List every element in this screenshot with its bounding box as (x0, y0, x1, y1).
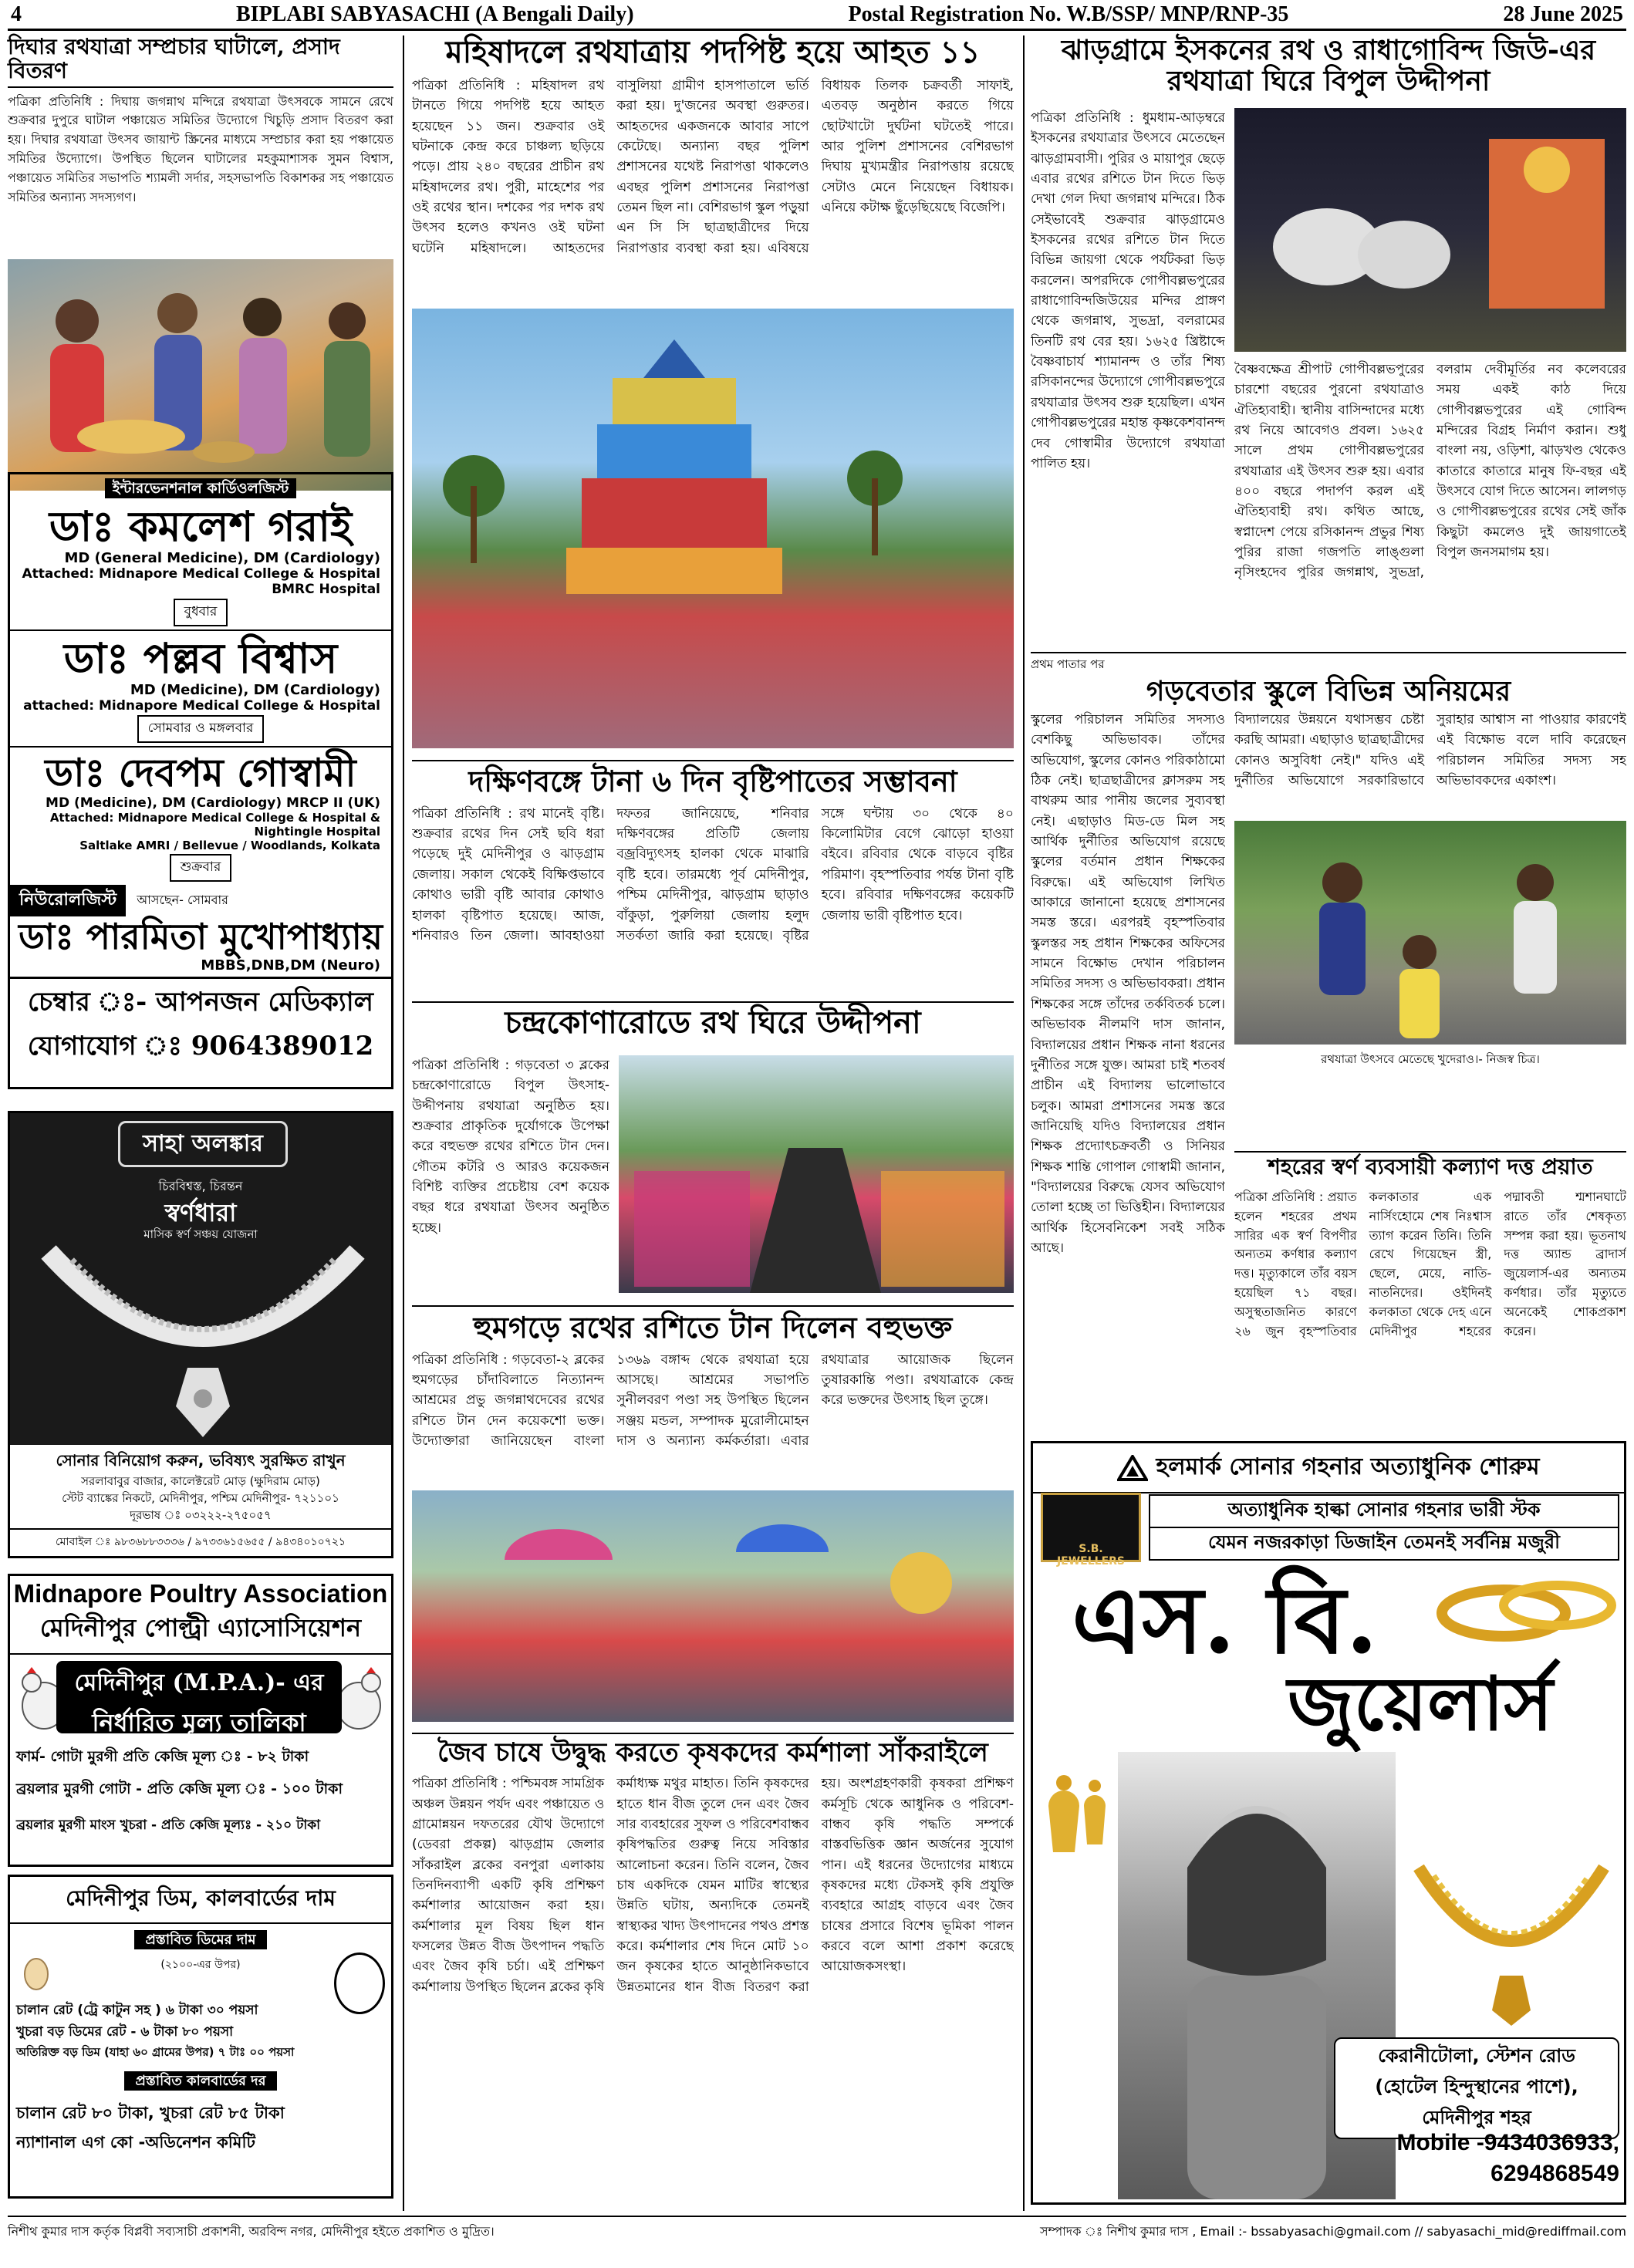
article-rule (412, 1305, 1014, 1307)
article-headline: চন্দ্রকোণারোডে রথ ঘিরে উদ্দীপনা (505, 1004, 921, 1041)
rath-crowd-photo (412, 309, 1014, 748)
continuation-kicker: প্রথম পাতার পর (1031, 657, 1105, 671)
article-headline: হুমগড়ে রথের রশিতে টান দিলেন বহুভক্ত (473, 1310, 953, 1345)
doctor2-day: সোমবার ও মঙ্গলবার (137, 715, 265, 743)
sb-jewellers-advertisement (1031, 1441, 1626, 2205)
sb-mobile-line2: 6294868549 (1491, 2161, 1619, 2186)
sb-address-line1: কেরানীটোলা, স্টেশন রোড (1378, 2045, 1575, 2067)
article-rule (1234, 1151, 1626, 1153)
doctor2-name: ডাঃ পল্লব বিশ্বাস (63, 633, 338, 683)
doctors-advertisement (8, 472, 393, 1089)
article-headline: মহিষাদলে রথযাত্রায় পদপিষ্ট হয়ে আহত ১১ (445, 34, 981, 70)
proposed-kalbird-price-label: প্রস্তাবিত কালবার্ডের দর (124, 2071, 276, 2091)
price-farm-chicken: ফার্ম- গোটা মুরগী প্রতি কেজি মূল্য ঃ - ৮২ টাকা (16, 1748, 309, 1765)
article-body: পত্রিকা প্রতিনিধি : রথ মানেই বৃষ্টি। শুক্রবার রথের দিন সেই ছবি ধরা পড়েছে দুই মেদিনীপুর ও ঝাড়গ্রাম জেলায়। সকাল থেকেই বিক্ষিপ্তভাবে কোথাও ভারী বৃষ্টি আবার কোথাও হালকা বৃষ্টিপাত হয়েছে। আজ, শনিবারও তিন জেলা। আবহাওয়া দফতর জানিয়েছে, শনিবার দক্ষিণবঙ্গের প্রতিটি জেলায় বজ্রবিদ্যুৎসহ হালকা থেকে মাঝারি বৃষ্টি হবে। তারমধ্যে পূর্ব মেদিনীপুর, পশ্চিম মেদিনীপুর, ঝাড়গ্রাম ছাড়াও বাঁকুড়া, পুরুলিয়া জেলায় হলুদ সতর্কতা জারি করা হয়েছে। বৃষ্টির সঙ্গে ঘন্টায় ৩০ থেকে ৪০ কিলোমিটার বেগে ঝোড়ো হাওয়া বইবে। রবিবার থেকে বাড়বে বৃষ্টির পরিমাণ। বৃহস্পতিবার পর্যন্ত টানা বৃষ্টি হবে। রবিবার দক্ষিণবঙ্গের কয়েকটি জেলায় ভারী বৃষ্টিপাত হবে। (412, 805, 1014, 943)
article-digha-broadcast (8, 35, 393, 262)
egg-committee-name: ন্যাশানাল এগ কো -অডিনেশন কমিটি (16, 2133, 255, 2152)
egg-rate-extra-large: অতিরিক্ত বড় ডিম (যাহা ৬০ গ্রামের উপর) ৭ টাঃ ০০ পয়সা (16, 2045, 295, 2059)
article-humgarh-rath (412, 1311, 1014, 1497)
sb-name-line2: জুয়েলার্স (1288, 1660, 1553, 1747)
masthead-bar (8, 0, 1626, 31)
scheme-subtitle: মাসিক স্বর্ণ সঞ্চয় যোজনা (143, 1227, 258, 1241)
humgarh-umbrella-crowd-photo (412, 1490, 1014, 1722)
doctor1-attached: Attached: Midnapore Medical College & Hospital (22, 566, 380, 582)
photo-caption: রথযাত্রা উৎসবে মেতেছে খুদেরাও।- নিজস্ব চিত্র। (1321, 1052, 1540, 1066)
contact-number: যোগাযোগ ঃ 9064389012 (27, 1030, 374, 1061)
article-headline-line1: ঝাড়গ্রামে ইসকনের রথ ও রাধাগোবিন্দ জিউ-এর (1061, 34, 1596, 66)
article-headline: দিঘার রথযাত্রা সম্প্রচার ঘাটালে, প্রসাদ বিতরণ (8, 35, 393, 88)
showroom-banner: হলমার্ক সোনার গহনার অত্যাধুনিক শোরুম (1156, 1453, 1540, 1480)
doctor3-day: শুক্রবার (170, 854, 232, 882)
poultry-name-english: Midnapore Poultry Association (13, 1579, 388, 1608)
children-icon (1234, 821, 1626, 1045)
doctor3-other-hospitals: Saltlake AMRI / Bellevue / Woodlands, Kolkata (79, 838, 380, 852)
ox-cart-icon (1234, 108, 1626, 352)
article-body-part1: পত্রিকা প্রতিনিধি : ধুমধাম-আড়ম্বরে ইসকনের রথযাত্রার উৎসবে মেতেছেন ঝাড়গ্রামবাসী। পুরির ও মায়াপুর ছেড়ে এবার রথের রশিতে টান দিতে ভিড় দেখা গেল দিঘা জগন্নাথ মন্দিরে। ঠিক সেইভাবেই শুক্রবার ঝাড়গ্রামেও ইসকনের রথের রশিতে টান দিতে বিভিন্ন জায়গা থেকে পর্যটকরা ভিড় করলেন। অপরদিকে গোপীবল্লভপুরের রাধাগোবিন্দজিউয়ের মন্দির প্রাঙ্গণ থেকে জগন্নাথ, সুভদ্রা, বলরামের তিনটি রথ বের হয়। ১৬২৫ খ্রিষ্টাব্দে বৈষ্ণবাচার্য শ্যামানন্দ ও তাঁর শিষ্য রসিকানন্দের উদ্যোগে গোপীবল্লভপুরে রথযাত্রার উৎসব শুরু হয়েছিল। এখন গোপীবল্লভপুরের মহান্ত কৃষ্ণকেশবানন্দ দেব গোস্বামীর উদ্যোগে রথযাত্রা পালিত হয়। (1031, 110, 1225, 471)
article-rule (412, 760, 1014, 761)
divider (10, 977, 391, 979)
saha-tagline: চিরবিশ্বস্ত, চিরন্তন (158, 1179, 243, 1193)
page-number: 4 (11, 2, 22, 26)
egg-icon (21, 1954, 52, 1993)
doctor4-degree: MBBS,DNB,DM (Neuro) (201, 957, 380, 974)
kalbird-rate: চালান রেট ৮০ টাকা, খুচরা রেট ৮৫ টাকা (16, 2104, 285, 2122)
article-headline: শহরের স্বর্ণ ব্যবসায়ী কল্যাণ দত্ত প্রয়াত (1268, 1154, 1593, 1180)
article-body-part2: বিদ্যালয়ের উন্নয়নে যথাসম্ভব চেষ্টা করছি আমরা। এছাড়াও ছাত্রছাত্রীদের কোনও অসুবিধা নেই।" যদিও এই দুর্নীতির অভিযোগে সরকারিভাবে সুরাহার আশ্বাস না পাওয়ার কারণেই এই বিক্ষোভ বলে দাবি করেছেন পরিচালন সমিতির সদস্য সহ অভিভাবকদের একাংশ। (1234, 712, 1626, 789)
newspaper-name: BIPLABI SABYASACHI (A Bengali Daily) (236, 2, 634, 26)
sb-name-line1: এস. বি. (1072, 1566, 1379, 1675)
prasad-distribution-photo (8, 259, 393, 491)
doctor1-day: বুধবার (174, 599, 228, 626)
article-rule (412, 1733, 1014, 1734)
gold-earring-icon (1041, 1767, 1110, 1875)
saha-phone: দূরভাষ ঃ ০৩২২২-২৭৫০৫৭ (130, 1508, 272, 1522)
chamber-name: চেম্বার ঃ- আপনজন মেডিক্যাল (28, 986, 373, 1018)
article-body-part1: স্কুলের পরিচালন সমিতির সদস্যও বেশকিছু অভিভাবক। তাঁদের অভিযোগ, স্কুলের কোনও পরিকাঠামো ঠিক নেই। ছাত্রছাত্রীদের ক্লাসরুম সহ বাথরুম আর পানীয় জলের সুব্যবস্থা নেই। এছাড়াও মিড-ডে মিল সহ আর্থিক দুর্নীতির অভিযোগ রয়েছে স্কুলের বর্তমান প্রধান শিক্ষকের বিরুদ্ধে। এই অভিযোগ লিখিত আকারে জানানো হয়েছে প্রশাসনের সমস্ত স্তরে। এরপরই বৃহস্পতিবার স্কুলস্তর সহ প্রধান শিক্ষকের অফিসের সামনে বিক্ষোভ দেখান পরিচালন সমিতির সদস্য ও অভিভাবকরা। প্রধান শিক্ষকের সঙ্গে তাঁদের তর্কবিতর্ক চলে। অভিভাবক নীলমণি দাস জানান, বিদ্যালয়ের প্রধান শিক্ষক নানা ধরনের দুর্নীতির সঙ্গে যুক্ত। আমরা চাই শতবর্ষ প্রাচীন এই বিদ্যালয় ভালোভাবে চলুক। আমরা প্রশাসনের সমস্ত স্তরে জানিয়েছি যদিও বিদ্যালয়ের প্রধান শিক্ষক প্রদ্যোৎচক্রবর্তী ও সিনিয়র শিক্ষক শান্তি গোপাল গোস্বামী জানান, "বিদ্যালয়ের বিরুদ্ধে যেসব অভিযোগ তোলা হচ্ছে তা ভিত্তিহীন। বিদ্যালয়ের আর্থিক হিসেবনিকেশ সবই সঠিক আছে। (1031, 712, 1225, 1256)
jhargram-chariot-photo (1234, 108, 1626, 352)
price-broiler-whole: ব্রয়লার মুরগী গোটা - প্রতি কেজি মূল্য ঃ - ১০০ টাকা (16, 1780, 343, 1797)
sb-logo: S.B. JEWELLERS (1041, 1493, 1141, 1562)
doctor4-days: আসছেন- সোমবার (137, 892, 228, 907)
article-body: পত্রিকা প্রতিনিধি : গড়বেতা-২ ব্লকের হুমগড়ের চাঁদাবিলাতে নিত্যানন্দ আশ্রমের প্রভু জগন্নাথদেবের রথের রশিতে টান দেন কয়েকশো ভক্ত। উদ্যোক্তারা জানিয়েছেন বাংলা ১৩৬৯ বঙ্গাব্দ থেকে রথযাত্রা হয়ে আসছে। আশ্রমের সভাপতি সুনীলবরণ পণ্ডা সহ উপস্থিত ছিলেন সঞ্জয় মন্ডল, সম্পাদক মুরোলীমোহন দাস ও অন্যান্য কর্মকর্তারা। এবার রথযাত্রার আয়োজক ছিলেন তুষারকান্তি পণ্ডা। রথযাত্রাকে কেন্দ্র করে ভক্তদের উৎসাহ ছিল তুঙ্গে। (412, 1352, 1014, 1450)
column-rule (1023, 35, 1025, 2211)
sb-address-line2: (হোটেল হিন্দুস্থানের পাশে), (1375, 2076, 1578, 2098)
egg-price-title: মেদিনীপুর ডিম, কালবার্ডের দাম (10, 1877, 391, 1924)
gold-necklace-icon (1403, 1860, 1619, 2030)
poultry-association-advertisement (8, 1574, 393, 1867)
poultry-name-bengali: মেদিনীপুর পোল্ট্রী এ্যাসোসিয়েশন (10, 1608, 391, 1655)
doctor1-degree: MD (General Medicine), DM (Cardiology) (64, 550, 380, 567)
article-jhargram-iskcon-rath (1031, 34, 1626, 581)
egg-note: (২১০০-এর উপর) (160, 1959, 241, 1971)
article-body-part2: বৈষ্ণবক্ষেত্র শ্রীপাট গোপীবল্লভপুরের চারশো বছরের পুরনো রথযাত্রাও ঐতিহ্যবাহী। স্থানীয় বাসিন্দাদের মধ্যে রথ নিয়ে আবেগও প্রবল। ১৬২৫ সালে প্রথম গোপীবল্লভপুরের রথযাত্রার এই উৎসব শুরু হয়। এবার ৪০০ বছরে পদার্পণ করল এই ঐতিহ্যবাহী রথ। কথিত আছে, স্বপ্নাদেশ পেয়ে রসিকানন্দ প্রভুর শিষ্য পুরির রাজা গজপতি লাঙ্গুলা নৃসিংহদেব পুরির জগন্নাথ, সুভদ্রা, বলরাম দেবীমূর্তির নব কলেবরের সময় একই কাঠ দিয়ে গোপীবল্লভপুরের এই গোবিন্দ মন্দিরের বিগ্রহ নির্মাণ করান। শুধু বাংলা নয়, ওড়িশা, ঝাড়খণ্ড থেকেও কাতারে কাতারে মানুষ ফি-বছর এই উৎসবে যোগ দিতে আসেন। লালগড় ও গোপীবল্লভপুরের রথের সেই জাঁক কিছুটা কমলেও দুই জায়গাতেই বিপুল জনসমাগম হয়। (1234, 362, 1626, 581)
egg-rate-retail: খুচরা বড় ডিমের রেট - ৬ টাকা ৮০ পয়সা (16, 2024, 233, 2040)
saha-jewellers-advertisement (8, 1111, 393, 1558)
article-mahishadal-stampede (412, 35, 1014, 315)
doctor4-specialty: নিউরোলজিস্ট (10, 885, 126, 916)
saha-mobile: মোবাইল ঃ ৯৮৩৬৮৮৩৩৩৬ / ৯৭৩৩৬১৫৬৫৫ / ৯৪৩৪০১০৭২১ (10, 1528, 391, 1551)
road-crowd-icon (619, 1055, 1014, 1293)
price-list-banner (56, 1661, 342, 1737)
publisher-imprint: নিশীথ কুমার দাস কর্তৃক বিপ্লবী সব্যসাচী প্রকাশনী, অরবিন্দ নগর, মেদিনীপুর হইতে প্রকাশিত ও মুদ্রিত। (8, 2224, 495, 2239)
doctor1-specialty: ইন্টারভেনশনাল কার্ডিওলজিস্ট (105, 478, 297, 498)
sb-address-line3: মেদিনীপুর শহর (1422, 2107, 1531, 2128)
umbrella-icon (412, 1490, 1014, 1722)
doctor4-name: ডাঃ পারমিতা মুখোপাধ্যায় (19, 915, 383, 957)
scheme-name: স্বর্ণধারা (164, 1198, 237, 1227)
egg-price-advertisement (8, 1875, 393, 2199)
article-body: পত্রিকা প্রতিনিধি : মহিষাদল রথ টানতে গিয়ে পদপিষ্ট হয়ে আহত হয়েছেন ১১ জন। শুক্রবার ওই ঘটনাকে কেন্দ্র করে চাঞ্চল্য ছড়িয়ে পড়ে। প্রায় ২৪০ বছরের প্রাচীন রথ মহিষাদলের রথ। পুরী, মাহেশের পর ওই রথের স্থান। দশকের পর দশক রথ উৎসব হলেও কখনও ওই ঘটনা ঘটেনি মহিষাদলে। আহতদের বাসুলিয়া গ্রামীণ হাসপাতালে ভর্তি করা হয়। দু'জনের অবস্থা গুরুতর। আহতদের একজনকে আবার সাপে কেটেছে। অন্যান্য বছর পুলিশ প্রশাসনের যথেষ্ট নিরাপত্তা থাকলেও এবছর পুলিশ প্রশাসনের নিরাপত্তা তেমন ছিল না। বেশিরভাগ স্কুল পড়ুয়া এন সি সি ছাত্রছাত্রীদের দিয়ে নিরাপত্তার ব্যবস্থা করা হয়। এবিষয়ে বিধায়ক তিলক চক্রবর্তী সাফাই, এতবড় অনুষ্ঠান করতে গিয়ে ছোটখাটো দুর্ঘটনা ঘটতেই পারে। আর পুলিশ প্রশাসনের বেশিরভাগ দিঘায় মুখ্যমন্ত্রীর নিরাপত্তায় রয়েছে সেটাও মেনে নিয়েছেন বিধায়ক। এনিয়ে কটাক্ষ ছুঁড়েছিয়েছে বিজেপি। (412, 78, 1014, 256)
article-organic-farming-workshop (412, 1739, 1014, 2206)
ad-line2: যেমন নজরকাড়া ডিজাইন তেমনই সর্বনিম্ন মজুরী (1149, 1527, 1619, 1561)
obituary-body: পত্রিকা প্রতিনিধি : প্রয়াত হলেন শহরের প্রথম সারির এক স্বর্ণ বিপণীর অন্যতম কর্ণধার কল্যাণ দত্ত। মৃত্যুকালে তাঁর বয়স হয়েছিল ৭১ বছর। অসুস্থতাজনিত কারণে ২৬ জুন বৃহস্পতিবার কলকাতার এক নার্সিংহোমে শেষ নিঃশ্বাস ত্যাগ করেন তিনি। তিনি রেখে গিয়েছেন স্ত্রী, ছেলে, মেয়ে, নাতি-নাতনিদের। ওইদিনই কলকাতা থেকে দেহ এনে মেদিনীপুর শহরের পদ্মাবতী শ্মশানঘাটে রাতে তাঁর শেষকৃত্য সম্পন্ন করা হয়। ভূতনাথ দত্ত অ্যান্ড ব্রাদার্স জুয়েলার্স-এর অন্যতম কর্ণধার। তাঁর মৃত্যুতে অনেকেই শোকপ্রকাশ করেন। (1234, 1190, 1626, 1338)
saha-address-line1: সরলাবাবুর বাজার, কালেক্টরেট মোড় (ক্ষুদিরাম মোড়) (81, 1474, 320, 1488)
sb-address-box (1334, 2037, 1619, 2139)
postal-registration: Postal Registration No. W.B/SSP/ MNP/RNP-35 (848, 2, 1289, 26)
children-rath-photo (1234, 821, 1626, 1045)
hallmark-triangle-icon (1117, 1455, 1148, 1481)
article-headline: গড়বেতার স্কুলে বিভিন্ন অনিয়মের (1146, 675, 1511, 707)
divider (10, 629, 391, 631)
saha-logo: সাহা অলঙ্কার (118, 1121, 288, 1167)
article-kalyan-dutta-obituary (1234, 1156, 1626, 1180)
article-headline: জৈব চাষে উদ্বুদ্ধ করতে কৃষকদের কর্মশালা সাঁকরাইলে (437, 1737, 988, 1768)
hen-icon (334, 1659, 388, 1736)
egg-rate-challan: চালান রেট (ট্রে কাটুন সহ ) ৬ টাকা ৩০ পয়সা (16, 2003, 258, 2018)
chariot-icon (412, 309, 1014, 748)
saha-slogan: সোনার বিনিয়োগ করুন, ভবিষ্যৎ সুরক্ষিত রাখুন (56, 1451, 346, 1470)
ad-line1: অত্যাধুনিক হাল্কা সোনার গহনার ভারী স্টক (1149, 1494, 1619, 1528)
banner-line1: মেদিনীপুর (M.P.A.)- এর (74, 1669, 324, 1696)
gold-bangles-icon (1434, 1567, 1619, 1659)
necklace-icon (41, 1244, 365, 1445)
imprint-footer (8, 2216, 1626, 2243)
article-rule (1031, 652, 1626, 653)
doctor3-name: ডাঃ দেবপম গোস্বামী (45, 750, 356, 796)
doctor2-degree: MD (Medicine), DM (Cardiology) (130, 682, 380, 699)
article-rule (412, 1001, 1014, 1003)
people-silhouette-icon (8, 259, 393, 491)
column-rule (403, 35, 404, 2211)
sb-mobile-line1: Mobile -9434036933, (1396, 2130, 1619, 2155)
editor-contact: সম্পাদক ঃ নিশীথ কুমার দাস , Email :- bssabyasachi@gmail.com // sabyasachi_mid@rediffmail.com (1040, 2224, 1626, 2239)
article-body: পত্রিকা প্রতিনিধি : পশ্চিমবঙ্গ সামগ্রিক অঞ্চল উন্নয়ন পর্যদ এবং পঞ্চায়েত ও গ্রামোন্নয়ন দফতরের যৌথ উদ্যোগে (ডেবরা প্রকল্প) ঝাড়গ্রাম জেলার সাঁকরাইল ব্লকের বনপুরা এলাকায় তিনদিনব্যাপী একটি কৃষি প্রশিক্ষণ কর্মশালার আয়োজন করা হয়। কর্মশালার মূল বিষয় ছিল ধান ফসলের উন্নত বীজ উৎপাদন পদ্ধতি এবং জৈব কৃষি চর্চা। এই প্রশিক্ষণ কর্মশালায় উপস্থিত ছিলেন ব্লকের কৃষি কর্মাধ্যক্ষ মথুর মাহাত। তিনি কৃষকদের হাতে ধান বীজ তুলে দেন এবং জৈব সার ব্যবহারের সুফল ও পরিবেশবান্ধব কৃষিপদ্ধতির গুরুত্ব নিয়ে সবিস্তার আলোচনা করেন। তিনি বলেন, জৈব চাষ একদিকে যেমন মাটির স্বাস্থ্যের উন্নতি ঘটায়, অন্যদিকে তেমনই স্বাস্থ্যকর খাদ্য উৎপাদনের পথও প্রশস্ত করে। কর্মশালার শেষ দিনে মোট ১০ জন কৃষকের হাতে আনুষ্ঠানিকভাবে উন্নতমানের ধান বীজ বিতরণ করা হয়। অংশগ্রহণকারী কৃষকরা প্রশিক্ষণ কর্মসূচি থেকে আধুনিক ও পরিবেশ-বান্ধব কৃষি পদ্ধতি সম্পর্কে বাস্তবভিত্তিক জ্ঞান অর্জনের সুযোগ পান। এই ধরনের উদ্যোগের মাধ্যমে কৃষকদের মধ্যে টেকসই কৃষি প্রযুক্তি ব্যবহারে আগ্রহ বাড়বে এবং জৈব চাষের প্রসারে বিশেষ ভূমিকা পালন করবে বলে আশা প্রকাশ করেছে আয়োজকসংস্থা। (412, 1776, 1014, 1995)
article-body: পত্রিকা প্রতিনিধি : দিঘায় জগন্নাথ মন্দিরে রথযাত্রা উৎসবকে সামনে রেখে শুক্রবার দুপুরে ঘাটাল পঞ্চায়েত সমিতির উদ্যোগে খিচুড়ি প্রসাদ বিতরণ করা হয়। দিঘার রথযাত্রা উৎসব জায়ান্ট স্ক্রিনের মাধ্যমে সম্প্রচার করা হয় পঞ্চায়েত সমিতির উদ্যোগে। উপস্থিত ছিলেন ঘাটালের মহকুমাশাসক সুমন বিশ্বাস, পঞ্চায়েত সমিতির সভাপতি শ্যামলী সর্দার, সহসভাপতি বিকাশকর সহ পঞ্চায়েত সমিতির অন্যান্য সদস্যগণ। (8, 93, 393, 204)
article-chandrakona-rath (412, 1004, 1014, 1236)
doctor3-attached: Attached: Midnapore Medical College & Hospital & (49, 810, 380, 825)
doctor1-name: ডাঃ কমলেশ গরাই (49, 501, 353, 551)
doctor3-degree: MD (Medicine), DM (Cardiology) MRCP II (UK) (46, 795, 380, 811)
divider (10, 746, 391, 748)
doctor1-hospital: BMRC Hospital (272, 582, 380, 598)
chandrakona-crowd-photo (619, 1055, 1014, 1293)
saha-address-line2: স্টেট ব্যাঙ্কের নিকটে, মেদিনীপুর, পশ্চিম মেদিনীপুর- ৭২১১০১ (62, 1491, 339, 1505)
article-headline-line2: রথযাত্রা ঘিরে বিপুল উদ্দীপনা (1166, 64, 1491, 97)
banner-line2: নির্ধারিত মূল্য তালিকা (92, 1708, 306, 1737)
article-body: পত্রিকা প্রতিনিধি : গড়বেতা ৩ ব্লকের চন্দ্রকোণারোডে বিপুল উৎসাহ-উদ্দীপনায় রথযাত্রা অনুষ্ঠিত হয়। শুক্রবার প্রাকৃতিক দুর্যোগকে উপেক্ষা করে বহুভক্ত রথের রশিতে টান দেন। গৌতম কটরি ও আরও কয়েকজন বিশিষ্ট ব্যক্তির প্রচেষ্টায় বেশ কয়েক বছর ধরে রথযাত্রা উৎসব অনুষ্ঠিত হচ্ছে। (412, 1058, 609, 1236)
issue-date: 28 June 2025 (1503, 2, 1623, 26)
doctor3-hospital: Nightingle Hospital (254, 824, 380, 839)
price-broiler-meat: ব্রয়লার মুরগী মাংস খুচরা - প্রতি কেজি মূল্যঃ - ২১০ টাকা (16, 1817, 321, 1833)
article-headline: দক্ষিণবঙ্গে টানা ৬ দিন বৃষ্টিপাতের সম্ভাবনা (468, 764, 957, 798)
doctor2-attached: attached: Midnapore Medical College & Hospital (23, 698, 380, 714)
proposed-egg-price-label: প্রস্তাবিত ডিমের দাম (134, 1930, 266, 1949)
article-rain-forecast (412, 765, 1014, 997)
